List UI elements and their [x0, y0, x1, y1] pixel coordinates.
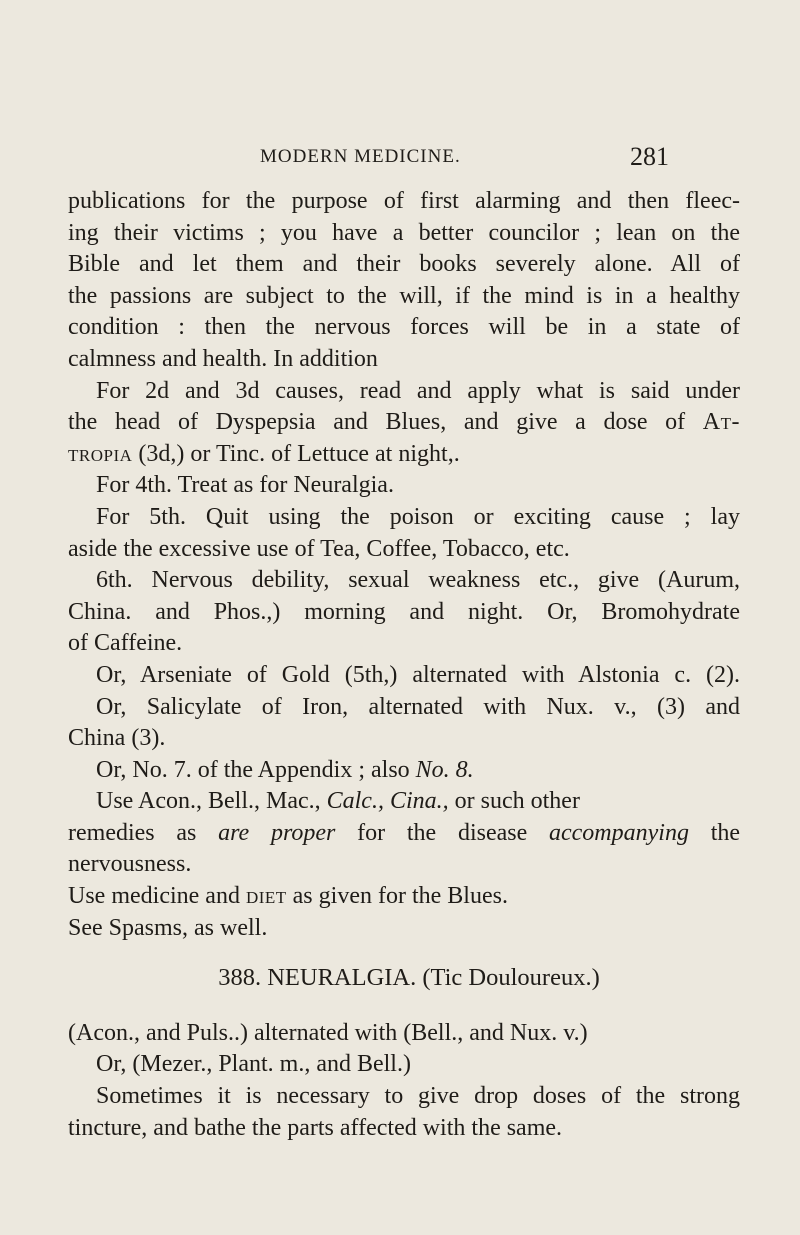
remedy-name: At-	[702, 409, 741, 436]
text-line: publications for the purpose of first alarming and then fleec-	[68, 188, 740, 214]
text-line: Or, Salicylate of Iron, alternated with Nux. v., (3) and	[96, 693, 740, 720]
text-fragment: Or, No. 7. of the Appendix ; also	[96, 756, 410, 783]
remedy-name: tropia	[68, 440, 133, 467]
text-line	[68, 407, 740, 439]
text-line: calmness and health. In addition	[68, 345, 378, 372]
text-fragment: as given for the Blues.	[292, 883, 508, 910]
page-number: 281	[630, 142, 669, 171]
text-line: For 4th. Treat as for Neuralgia.	[96, 472, 394, 499]
text-line	[68, 439, 740, 471]
text-fragment: for the disease	[357, 819, 528, 846]
text-line: China. and Phos.,) morning and night. Or, Bromohydrate	[68, 598, 740, 625]
italic-reference: No. 8.	[415, 756, 474, 783]
text-line: For 5th. Quit using the poison or exciting cause ; lay	[96, 503, 740, 530]
text-fragment: or such other	[454, 788, 580, 815]
text-line: condition : then the nervous forces will be in a state of	[68, 314, 740, 341]
italic-phrase: are proper	[218, 819, 336, 846]
section-heading: 388. NEURALGIA. (Tic Douloureux.)	[218, 964, 600, 992]
text-line: See Spasms, as well.	[68, 914, 268, 941]
text-line	[68, 818, 740, 850]
text-fragment: the	[710, 819, 741, 846]
text-line	[68, 786, 740, 818]
italic-phrase: accompanying	[549, 819, 689, 846]
text-line: (Acon., and Puls..) alternated with (Bell., and Nux. v.)	[68, 1019, 588, 1046]
italic-remedy: Calc.,	[326, 788, 384, 815]
text-fragment: Use medicine and	[68, 883, 240, 910]
text-line: the passions are subject to the will, if the mind is in a healthy	[68, 282, 740, 309]
text-line	[68, 881, 740, 913]
text-line: of Caffeine.	[68, 630, 183, 657]
text-line: 6th. Nervous debility, sexual weakness etc., give (Aurum,	[96, 567, 740, 594]
text-line: Or, (Mezer., Plant. m., and Bell.)	[96, 1051, 411, 1078]
text-fragment: remedies as	[68, 819, 197, 846]
text-line: ing their victims ; you have a better councilor ; lean on the	[68, 219, 740, 246]
page-header	[0, 142, 800, 176]
text-fragment: Use Acon., Bell., Mac.,	[96, 788, 321, 815]
text-line: Bible and let them and their books severely alone. All of	[68, 251, 740, 278]
text-line	[68, 755, 740, 787]
running-title: MODERN MEDICINE.	[260, 146, 461, 167]
text-line: tincture, and bathe the parts affected with the same.	[68, 1114, 563, 1141]
text-line: For 2d and 3d causes, read and apply what is said under	[96, 377, 740, 404]
italic-remedy: Cina.,	[389, 788, 449, 815]
emphasis-smallcaps: diet	[245, 883, 287, 910]
text-line: China (3).	[68, 725, 166, 752]
text-line: Or, Arseniate of Gold (5th,) alternated with Alstonia c. (2).	[96, 661, 740, 688]
text-line: Sometimes it is necessary to give drop doses of the strong	[96, 1083, 740, 1110]
text-line: nervousness.	[68, 851, 192, 878]
text-fragment: the head of Dyspepsia and Blues, and give a dose of	[68, 409, 686, 436]
page-body	[68, 186, 740, 1144]
text-fragment: (3d,) or Tinc. of Lettuce at night,.	[138, 440, 460, 467]
text-line: aside the excessive use of Tea, Coffee, Tobacco, etc.	[68, 535, 570, 562]
